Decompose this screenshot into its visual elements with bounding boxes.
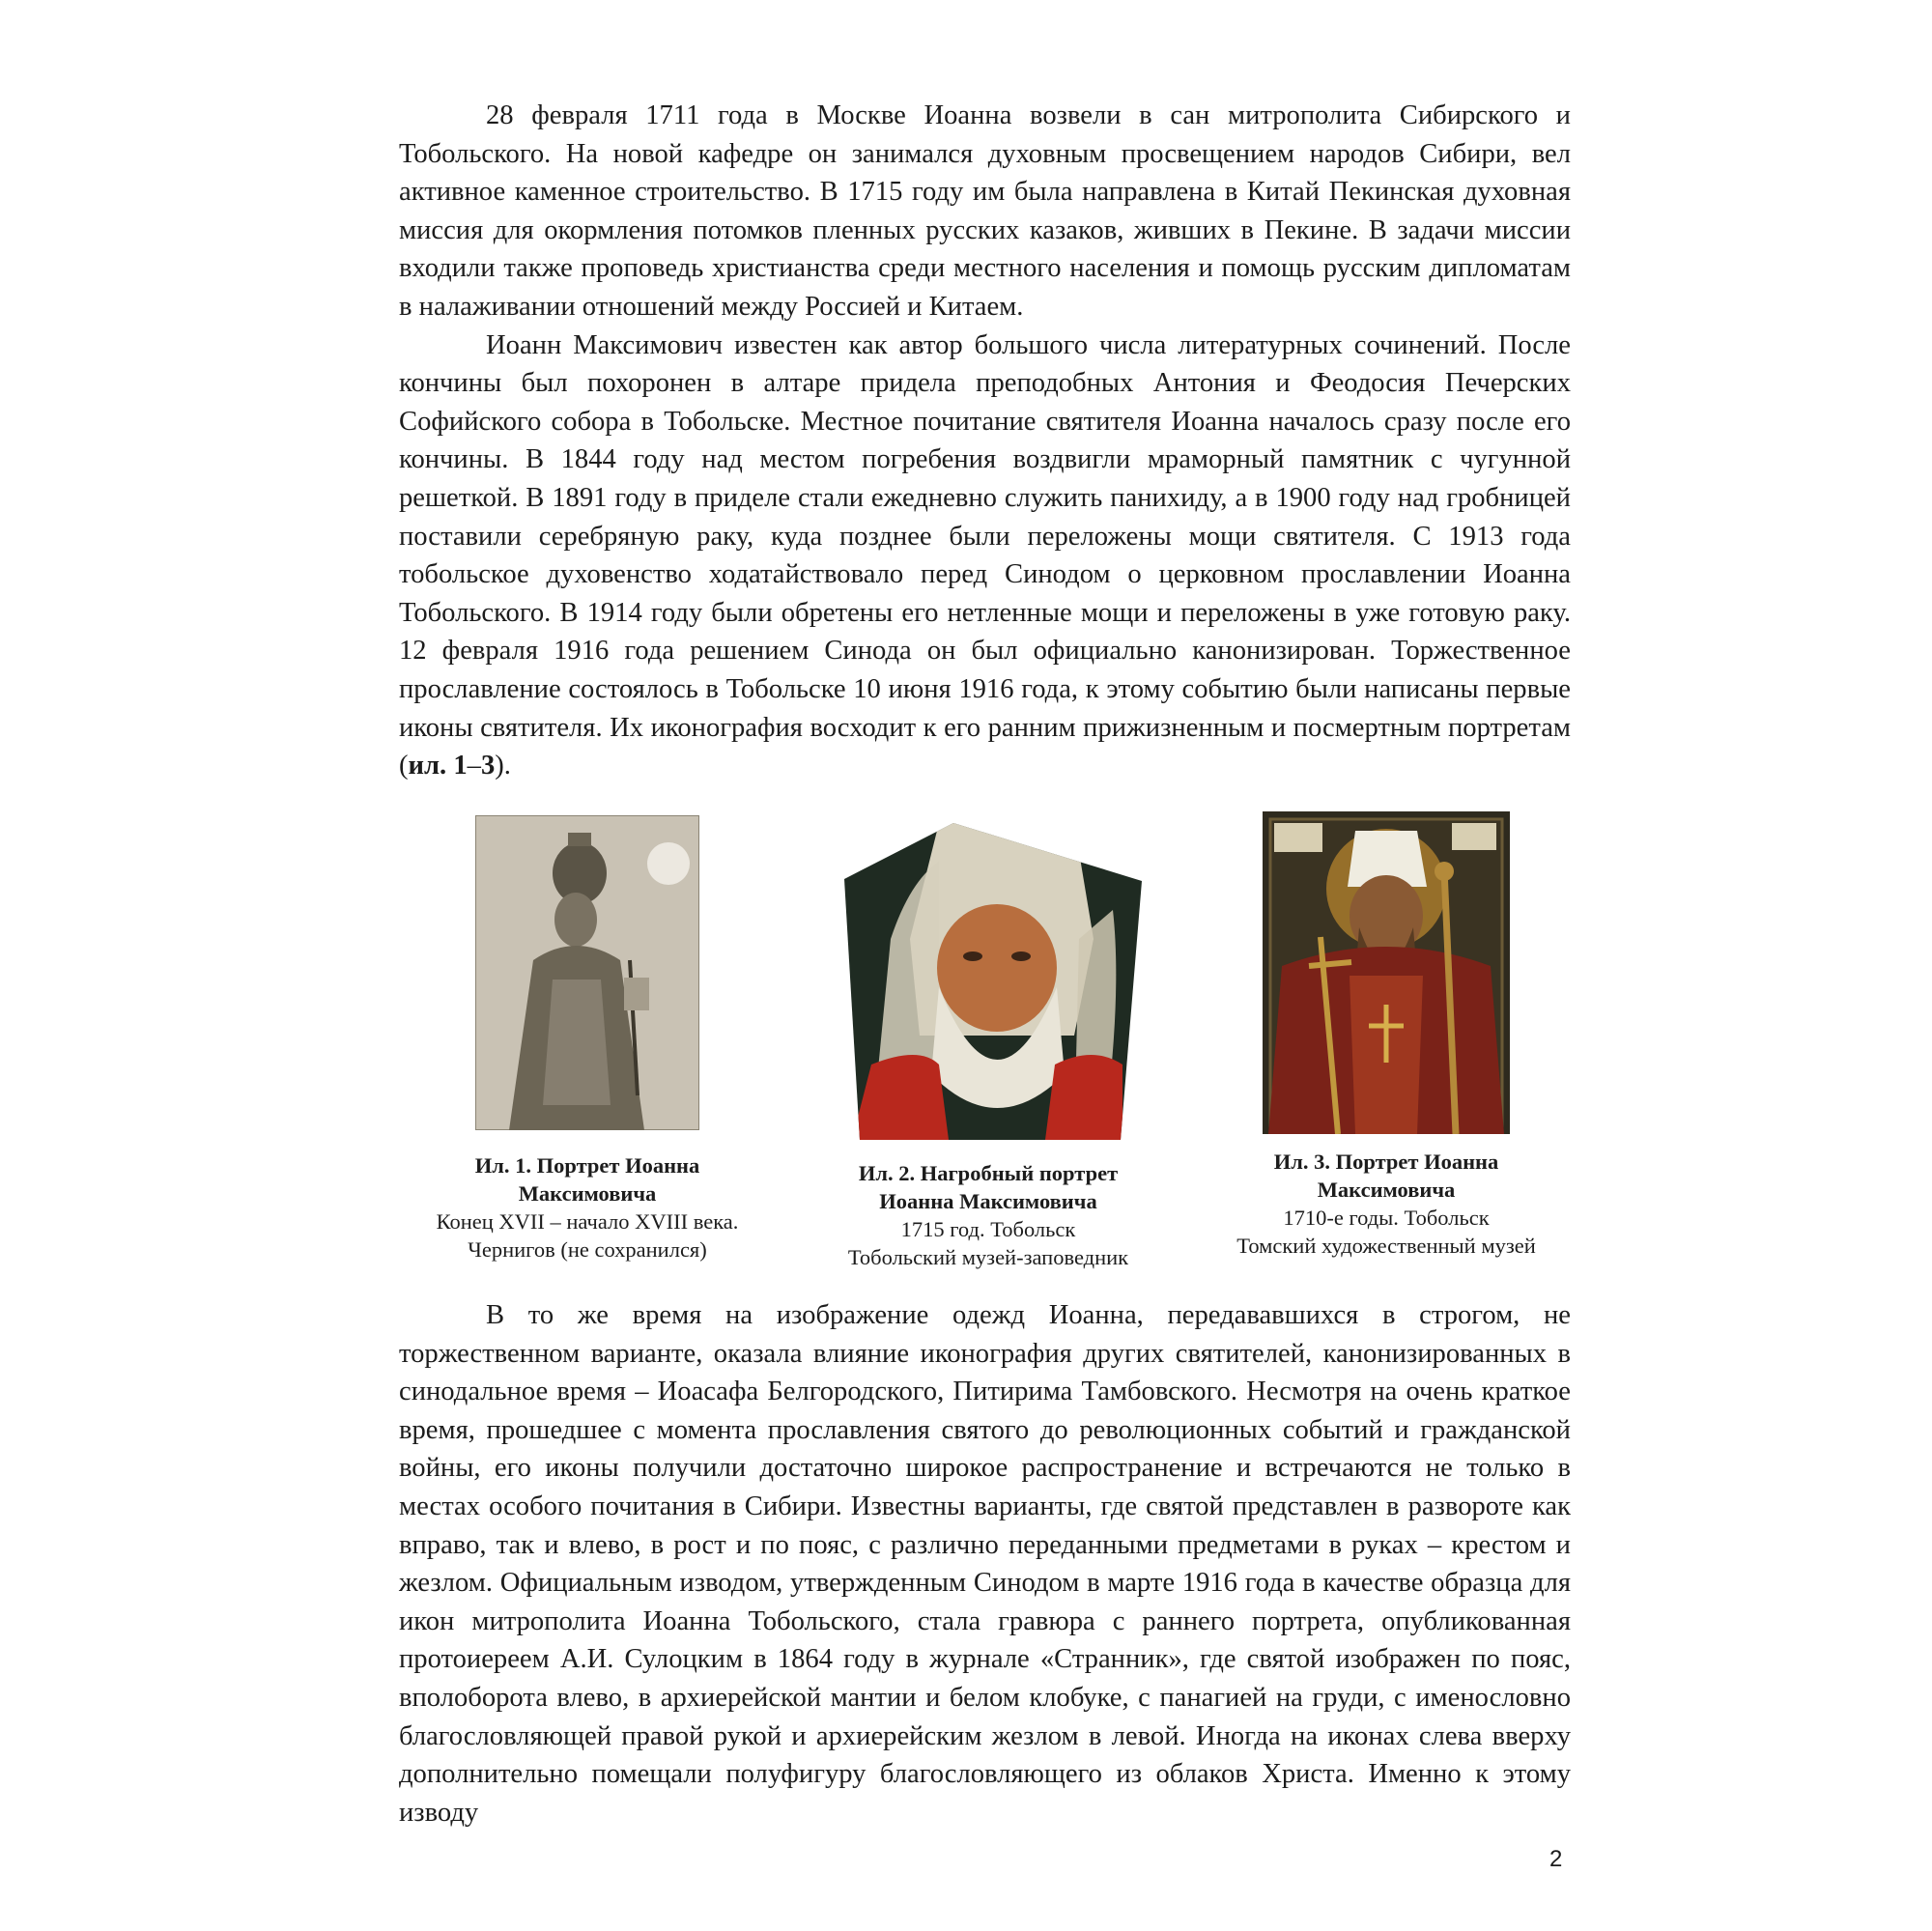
- figure-1-location: Чернигов (не сохранился): [468, 1237, 707, 1262]
- portrait-engraving-image: [475, 815, 699, 1130]
- icon-portrait-image: [1263, 811, 1510, 1134]
- body-text-top: [399, 97, 1571, 785]
- figure-3-caption: [1188, 1148, 1584, 1260]
- figure-2-title-line-1: Ил. 2. Нагробный портрет: [858, 1161, 1119, 1185]
- body-text-bottom: [399, 1296, 1571, 1832]
- figure-1-title-line-1: Ил. 1. Портрет Иоанна: [474, 1153, 700, 1178]
- figure-3-location: Томский художественный музей: [1236, 1234, 1536, 1258]
- figure-1-title-line-2: Максимовича: [518, 1181, 657, 1206]
- figure-2-date: 1715 год. Тобольск: [900, 1217, 1076, 1241]
- figure-1-date: Конец XVII – начало XVIII века.: [436, 1209, 739, 1234]
- page-number: 2: [1549, 1846, 1563, 1872]
- figure-2: [795, 811, 1181, 1271]
- paragraph-2-tail: ).: [495, 751, 511, 781]
- figure-ref-dash: –: [467, 751, 481, 781]
- figure-ref-end: 3: [480, 751, 496, 781]
- figure-2-location: Тобольский музей-заповедник: [847, 1245, 1129, 1269]
- figure-1: [386, 811, 788, 1264]
- paragraph-2-text: Иоанн Максимович известен как автор большого числа литературных сочинений. После кончины был похоронен в алтаре придела преподобных Антония и Феодосия Печерских Софийского собора в Тобольске. Местное почитание святителя Иоанна началось сразу после его кончины. В 1844 году над местом погребения воздвигли мраморный памятник с чугунной решеткой. В 1891 году в приделе стали ежедневно служить панихиду, а в 1900 году над гробницей поставили серебряную раку, куда позднее были переложены мощи святителя. С 1913 года тобольское духовенство ходатайствовало перед Синодом о церковном прославлении Иоанна Тобольского. В 1914 году были обретены его нетленные мощи и переложены в уже готовую раку. 12 февраля 1916 года решением Синода он был официально канонизирован. Торжественное прославление состоялось в Тобольске 10 июня 1916 года, к этому событию были написаны первые иконы святителя. Их иконография восходит к его ранним прижизненным и посмертным портретам (: [399, 329, 1571, 781]
- figure-3: [1188, 811, 1584, 1260]
- figure-ref: ил. 1: [408, 751, 468, 781]
- paragraph-1: 28 февраля 1711 года в Москве Иоанна возвели в сан митрополита Сибирского и Тобольского. На новой кафедре он занимался духовным просвещением народов Сибири, вел активное каменное строительство. В 1715 году им была направлена в Китай Пекинская духовная миссия для окормления потомков пленных русских казаков, живших в Пекине. В задачи миссии входили также проповедь христианства среди местного населения и помощь русским дипломатам в налаживании отношений между Россией и Китаем.: [399, 100, 1571, 322]
- figure-3-date: 1710-е годы. Тобольск: [1283, 1206, 1490, 1230]
- paragraph-2: [399, 327, 1571, 785]
- figure-3-title-line-1: Ил. 3. Портрет Иоанна: [1273, 1150, 1499, 1174]
- tomb-portrait-image: [833, 823, 1144, 1140]
- figure-1-caption: [386, 1151, 788, 1264]
- figure-2-title-line-2: Иоанна Максимовича: [879, 1189, 1097, 1213]
- paragraph-3: В то же время на изображение одежд Иоанна, передававшихся в строгом, не торжественном варианте, оказала влияние иконография других святителей, канонизированных в синодальное время – Иоасафа Белгородского, Питирима Тамбовского. Несмотря на очень краткое время, прошедшее с момента прославления святого до революционных событий и гражданской войны, его иконы получили достаточно широкое распространение и встречаются не только в местах особого почитания в Сибири. Известны варианты, где святой представлен в развороте как вправо, так и влево, в рост и по пояс, с различно переданными предметами в руках – крестом и жезлом. Официальным изводом, утвержденным Синодом в марте 1916 года в качестве образца для икон митрополита Иоанна Тобольского, стала гравюра с раннего портрета, опубликованная протоиереем А.И. Сулоцким в 1864 году в журнале «Странник», где святой изображен по пояс, вполоборота влево, в архиерейской мантии и белом клобуке, с панагией на груди, с именословно благословляющей правой рукой и архиерейским жезлом в левой. Иногда на иконах слева вверху дополнительно помещали полуфигуру благословляющего из облаков Христа. Именно к этому изводу: [399, 1300, 1571, 1828]
- figure-3-title-line-2: Максимовича: [1317, 1178, 1456, 1202]
- figure-2-caption: [795, 1159, 1181, 1271]
- figures-row: [386, 811, 1584, 1275]
